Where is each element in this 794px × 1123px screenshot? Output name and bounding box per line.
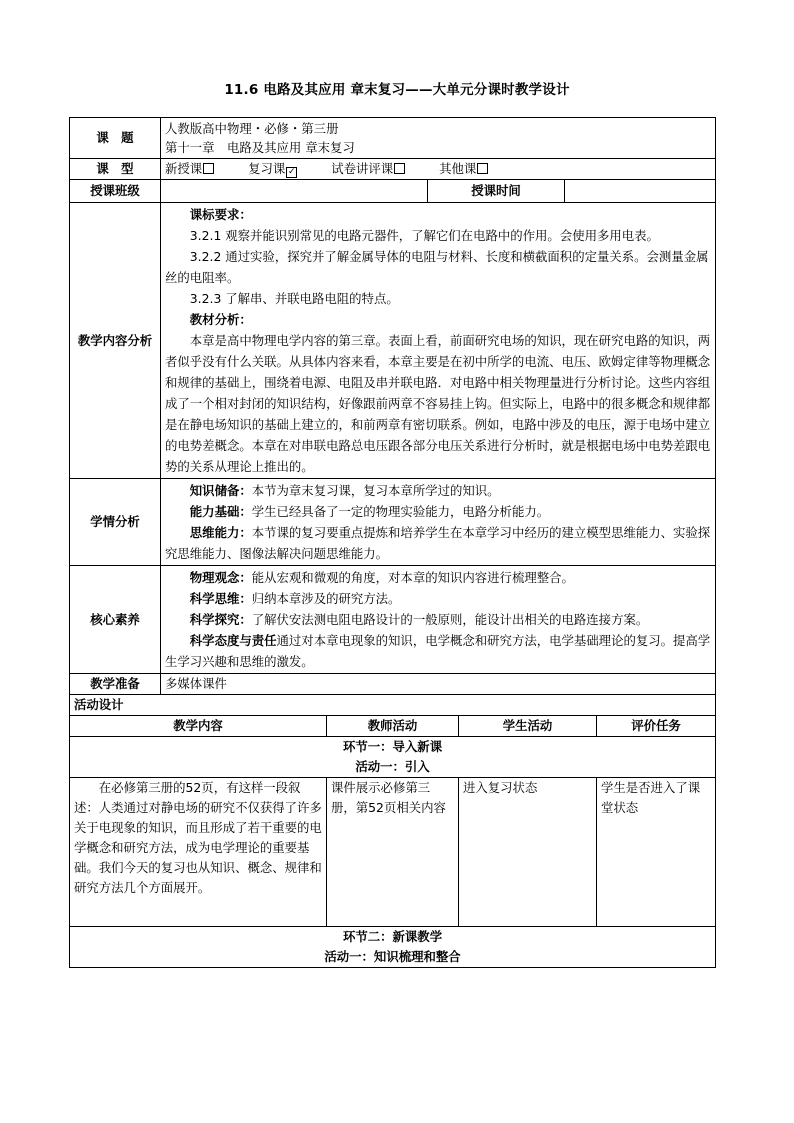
lesson-type-label: 课 型 bbox=[70, 159, 161, 180]
standard-item: 3.2.2 通过实验，探究并了解金属导体的电阻与材料、长度和横截面积的定量关系。会测量金属丝的电阻率。 bbox=[165, 249, 709, 285]
topic-line-2: 第十一章 电路及其应用 章末复习 bbox=[165, 140, 355, 155]
standard-heading: 课标要求： bbox=[189, 207, 252, 222]
topic-label: 课 题 bbox=[70, 118, 161, 159]
topic-row bbox=[70, 118, 716, 159]
activity-design-row bbox=[70, 695, 716, 716]
teacher-activity-text: 课件展示必修第三册，第52页相关内容 bbox=[327, 778, 459, 927]
learner-item: 能力基础：学生已经具备了一定的物理实验能力，电路分析能力。 bbox=[189, 504, 550, 519]
class-time-row bbox=[70, 180, 716, 203]
learner-item: 知识储备：本节为章末复习课，复习本章所学过的知识。 bbox=[189, 483, 500, 498]
lesson-type-row bbox=[70, 159, 716, 180]
activity-content-text: 在必修第三册的52页，有这样一段叙述：人类通过对静电场的研究不仅获得了许多关于电现象的知识，而且形成了若干重要的电学概念和研究方法，成为电学理论的重要基础。我们今天的复习也从知识、概念、规律和研究方法几个方面展开。 bbox=[74, 780, 322, 895]
header-content: 教学内容 bbox=[70, 716, 327, 737]
stage-2-title: 环节二：新课教学 bbox=[342, 929, 443, 944]
stage-row bbox=[70, 927, 716, 968]
core-literacy-row bbox=[70, 566, 716, 674]
header-teacher: 教师活动 bbox=[327, 716, 459, 737]
topic-line-1: 人教版高中物理・必修・第三册 bbox=[165, 121, 339, 136]
class-value[interactable] bbox=[161, 180, 428, 203]
time-value[interactable] bbox=[565, 180, 716, 203]
preparation-row bbox=[70, 674, 716, 695]
preparation-label: 教学准备 bbox=[70, 674, 161, 695]
core-literacy-label: 核心素养 bbox=[70, 566, 161, 674]
time-label: 授课时间 bbox=[428, 180, 565, 203]
checkbox-review-lesson[interactable]: ✓ bbox=[288, 167, 296, 177]
learner-analysis-row bbox=[70, 479, 716, 566]
student-activity-text: 进入复习状态 bbox=[459, 778, 597, 927]
literacy-item: 物理观念：能从宏观和微观的角度，对本章的知识内容进行梳理整合。 bbox=[189, 570, 574, 585]
header-evaluation: 评价任务 bbox=[597, 716, 716, 737]
content-analysis-row bbox=[70, 203, 716, 479]
learner-item: 思维能力：本节课的复习要重点提炼和培养学生在本章学习中经历的建立模型思维能力、实验探究思维能力、图像法解决问题思维能力。 bbox=[165, 525, 711, 561]
activity-detail-row bbox=[70, 778, 716, 927]
option-other[interactable]: 其他课 bbox=[439, 159, 488, 179]
lesson-plan-table bbox=[69, 117, 716, 968]
content-analysis-label: 教学内容分析 bbox=[70, 203, 161, 479]
evaluation-task-text: 学生是否进入了课堂状态 bbox=[597, 778, 716, 927]
activity-2-title: 活动一：知识梳理和整合 bbox=[324, 949, 461, 964]
option-review-lesson[interactable]: 复习课 ✓ bbox=[248, 161, 296, 177]
option-new-lesson[interactable]: 新授课 bbox=[165, 159, 214, 179]
learner-analysis-label: 学情分析 bbox=[70, 479, 161, 566]
literacy-item: 科学探究：了解伏安法测电阻电路设计的一般原则，能设计出相关的电路连接方案。 bbox=[189, 612, 649, 627]
activity-1-title: 活动一：引入 bbox=[355, 759, 430, 774]
checkbox-other[interactable] bbox=[477, 163, 488, 174]
activity-design-label: 活动设计 bbox=[70, 695, 716, 716]
header-student: 学生活动 bbox=[459, 716, 597, 737]
material-heading: 教材分析： bbox=[189, 312, 252, 327]
class-label: 授课班级 bbox=[70, 180, 161, 203]
stage-row bbox=[70, 737, 716, 778]
standard-item: 3.2.3 了解串、并联电路电阻的特点。 bbox=[189, 291, 399, 306]
literacy-item: 科学思维：归纳本章涉及的研究方法。 bbox=[189, 591, 401, 606]
stage-1-title: 环节一：导入新课 bbox=[342, 739, 443, 754]
standard-item: 3.2.1 观察并能识别常见的电路元器件，了解它们在电路中的作用。会使用多用电表。 bbox=[189, 228, 659, 243]
literacy-item: 科学态度与责任通过对本章电现象的知识，电学概念和研究方法，电学基础理论的复习。提高学生学习兴趣和思维的激发。 bbox=[165, 633, 711, 669]
checkbox-new-lesson[interactable] bbox=[203, 163, 214, 174]
preparation-value: 多媒体课件 bbox=[161, 674, 716, 695]
page-title: 11.6 电路及其应用 章末复习——大单元分课时教学设计 bbox=[224, 82, 570, 98]
lesson-type-options bbox=[161, 159, 716, 180]
material-text: 本章是高中物理电学内容的第三章。表面上看，前面研究电场的知识，现在研究电路的知识，两者似乎没有什么关联。从具体内容来看，本章主要是在初中所学的电流、电压、欧姆定律等物理概念和规律的基础上，围绕着电源、电阻及串并联电路．对电路中相关物理量进行分析讨论。这些内容组成了一个相对封闭的知识结构，好像跟前两章不容易挂上钩。但实际上，电路中的很多概念和规律都是在静电场知识的基础上建立的，和前两章有密切联系。例如，电路中涉及的电压，源于电场中建立的电势差概念。本章在对串联电路总电压跟各部分电压关系进行分析时，就是根据电场中电势差跟电势的关系从理论上推出的。 bbox=[165, 333, 711, 474]
activity-header-row bbox=[70, 716, 716, 737]
option-exam-review[interactable]: 试卷讲评课 bbox=[331, 159, 405, 179]
checkbox-exam-review[interactable] bbox=[394, 163, 405, 174]
